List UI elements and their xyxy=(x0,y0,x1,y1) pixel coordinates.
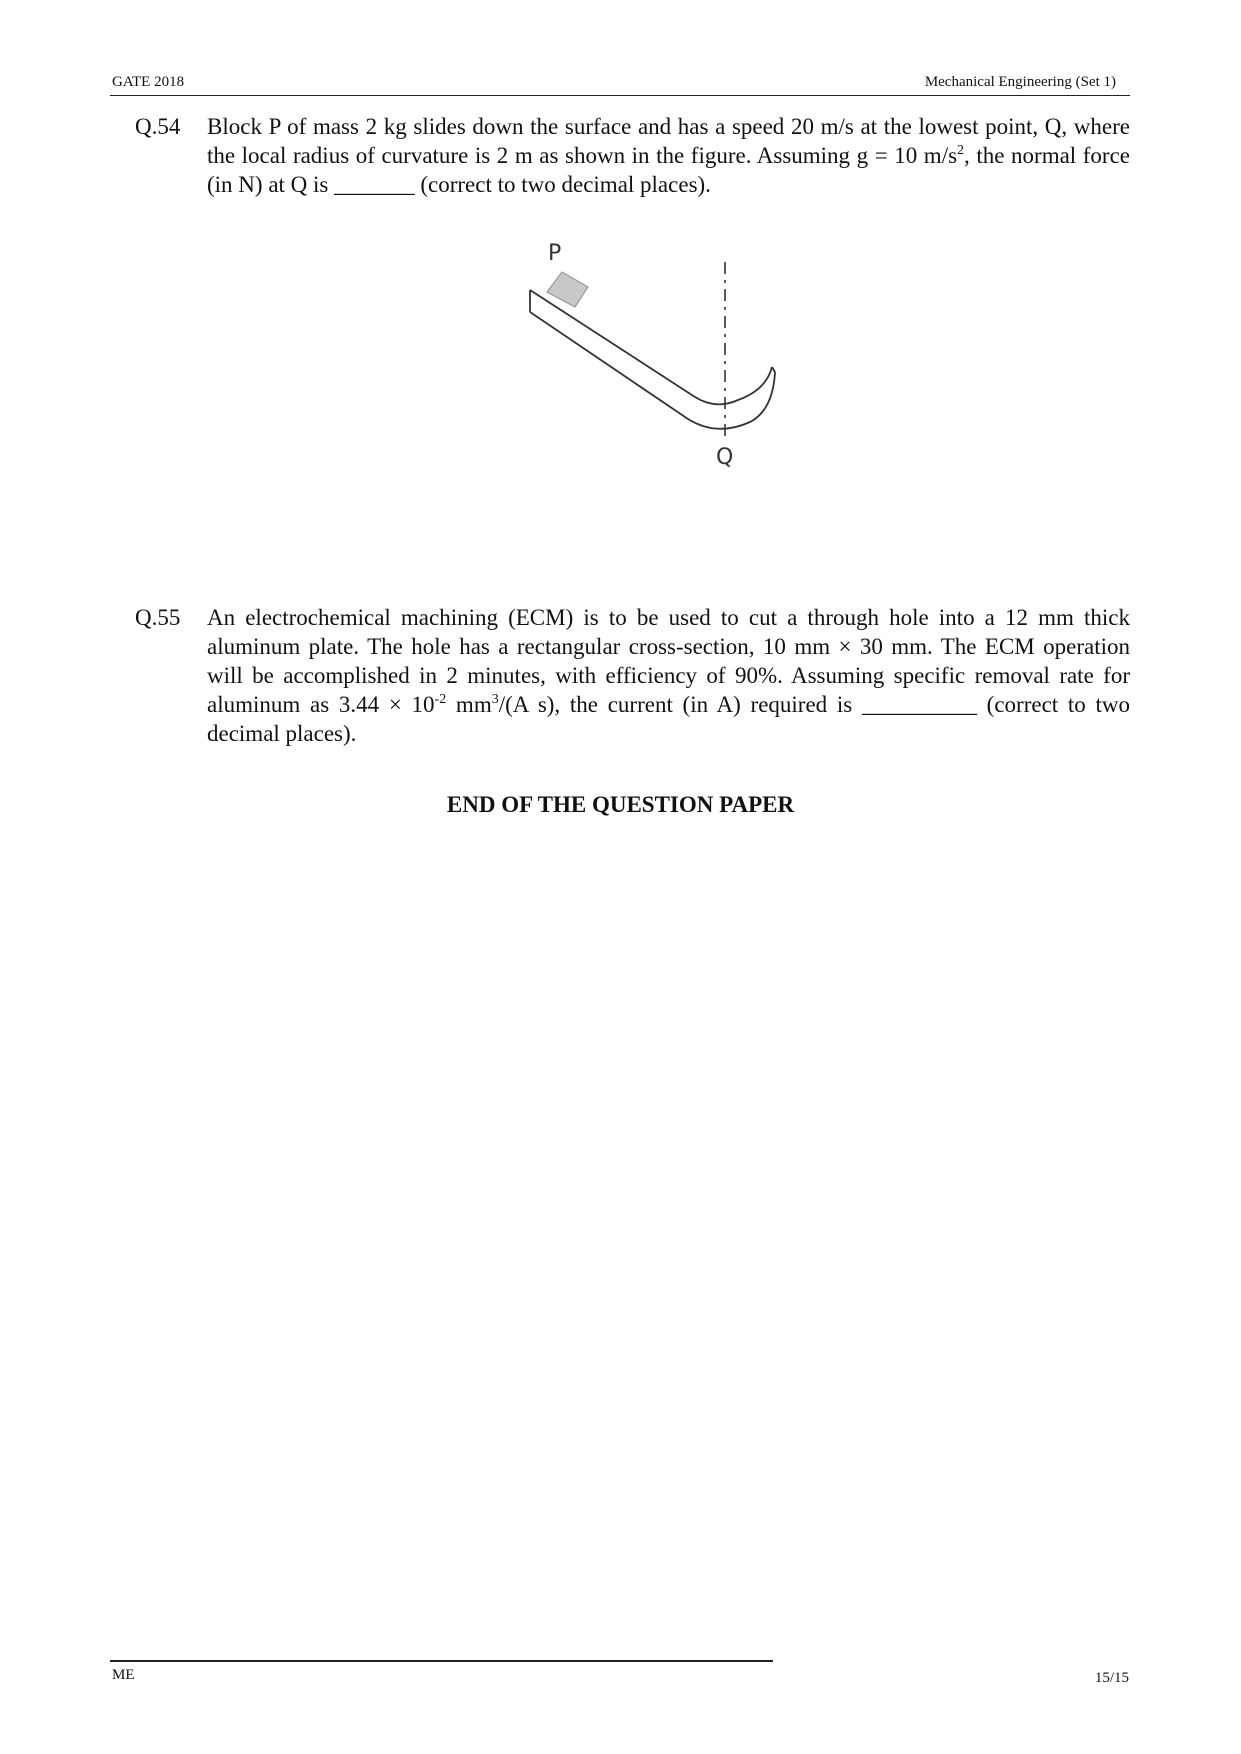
superscript: 3 xyxy=(491,692,499,707)
footer-subject-code: ME xyxy=(112,1667,135,1683)
question-text-part: An electrochemical machining (ECM) is to be used to cut a through hole into a 12 mm thick aluminum plate. The hole has a rectangular cross-section, 10 mm × 30 mm. The ECM operation will be accomplished in 2 minutes, with efficiency of 90%. Assuming specific removal rate for aluminum as 3.44 × 10 xyxy=(207,605,1130,717)
question-text xyxy=(207,112,1130,199)
footer-divider xyxy=(110,1660,773,1662)
curved-surface-figure xyxy=(520,232,820,477)
question-text-part: Block P of mass 2 kg slides down the surface and has a speed 20 m/s at the lowest point, Q, where the local radius of curvature is 2 m as shown in the figure. Assuming g = 10 m/s xyxy=(207,114,1130,168)
superscript: -2 xyxy=(434,692,447,707)
label-q: Q xyxy=(716,445,734,470)
question-text-part: mm xyxy=(446,692,492,717)
question-number: Q.54 xyxy=(135,114,181,139)
question-text-part: , the normal force (in N) at Q is _______ (correct to two decimal places). xyxy=(207,143,1130,197)
header-paper-name: Mechanical Engineering (Set 1) xyxy=(924,74,1116,90)
header-exam-title: GATE 2018 xyxy=(112,74,185,90)
question-text-part: /(A s), the current (in A) required is __________ (correct to two decimal places). xyxy=(207,692,1130,746)
superscript: 2 xyxy=(957,143,965,158)
question-54 xyxy=(135,112,1130,199)
question-55 xyxy=(135,603,1130,748)
surface-top-edge xyxy=(530,290,772,404)
block-p xyxy=(547,272,588,307)
surface-right-cap xyxy=(772,367,775,372)
footer-page-number: 15/15 xyxy=(1094,1670,1129,1686)
label-p: P xyxy=(548,241,562,266)
header-divider xyxy=(110,95,1130,96)
question-number: Q.55 xyxy=(135,605,181,630)
end-of-paper-title: END OF THE QUESTION PAPER xyxy=(446,792,795,817)
question-text xyxy=(207,603,1130,748)
